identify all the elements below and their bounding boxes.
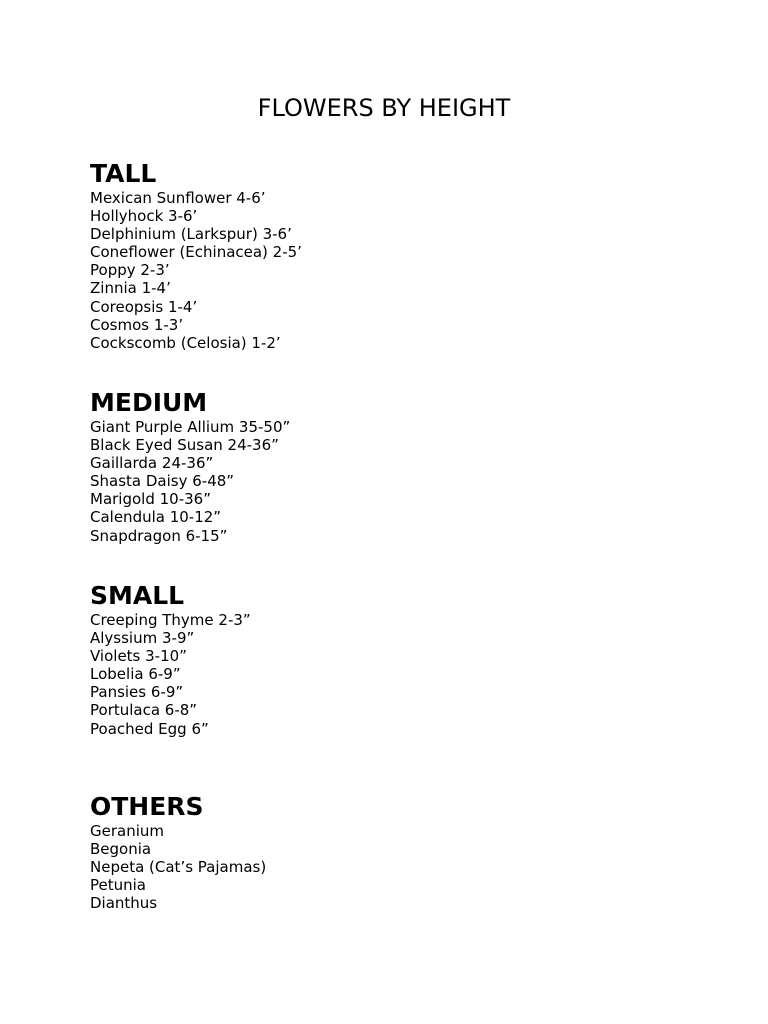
list-item: Portulaca 6-8” (90, 701, 198, 720)
list-item: Hollyhock 3-6’ (90, 207, 198, 226)
flower-list (90, 418, 690, 545)
list-item: Snapdragon 6-15” (90, 526, 228, 545)
list-item: Nepeta (Cat’s Pajamas) (90, 858, 267, 877)
list-item: Poppy 2-3’ (90, 261, 170, 280)
list-item: Delphinium (Larkspur) 3-6’ (90, 225, 292, 244)
section-heading: TALL (90, 159, 157, 188)
list-item: Geranium (90, 822, 165, 840)
list-item: Creeping Thyme 2-3” (90, 611, 251, 629)
list-item: Giant Purple Allium 35-50” (90, 418, 291, 436)
list-item: Black Eyed Susan 24-36” (90, 436, 279, 455)
list-item: Coneflower (Echinacea) 2-5’ (90, 243, 302, 262)
list-item: Zinnia 1-4’ (90, 279, 171, 298)
list-item: Calendula 10-12” (90, 508, 222, 527)
list-item: Poached Egg 6” (90, 719, 209, 738)
list-item: Gaillarda 24-36” (90, 454, 214, 473)
list-item: Lobelia 6-9” (90, 665, 181, 684)
flower-list (90, 189, 690, 352)
list-item: Shasta Daisy 6-48” (90, 472, 235, 491)
flower-list (90, 822, 690, 912)
list-item: Marigold 10-36” (90, 490, 211, 509)
section-heading: MEDIUM (90, 388, 208, 417)
list-item: Alyssium 3-9” (90, 629, 195, 648)
section-others (90, 792, 690, 912)
section-medium (90, 388, 690, 545)
list-item: Dianthus (90, 894, 158, 913)
flower-list (90, 611, 690, 738)
section-heading: OTHERS (90, 792, 204, 821)
list-item: Violets 3-10” (90, 647, 187, 666)
list-item: Coreopsis 1-4’ (90, 297, 198, 316)
list-item: Petunia (90, 876, 146, 895)
section-heading: SMALL (90, 581, 185, 610)
page-title: FLOWERS BY HEIGHT (257, 94, 511, 122)
section-tall (90, 159, 690, 352)
list-item: Mexican Sunflower 4-6’ (90, 189, 266, 207)
list-item: Cosmos 1-3’ (90, 315, 184, 334)
list-item: Begonia (90, 840, 152, 859)
section-small (90, 581, 690, 738)
list-item: Pansies 6-9” (90, 683, 184, 702)
list-item: Cockscomb (Celosia) 1-2’ (90, 333, 281, 352)
